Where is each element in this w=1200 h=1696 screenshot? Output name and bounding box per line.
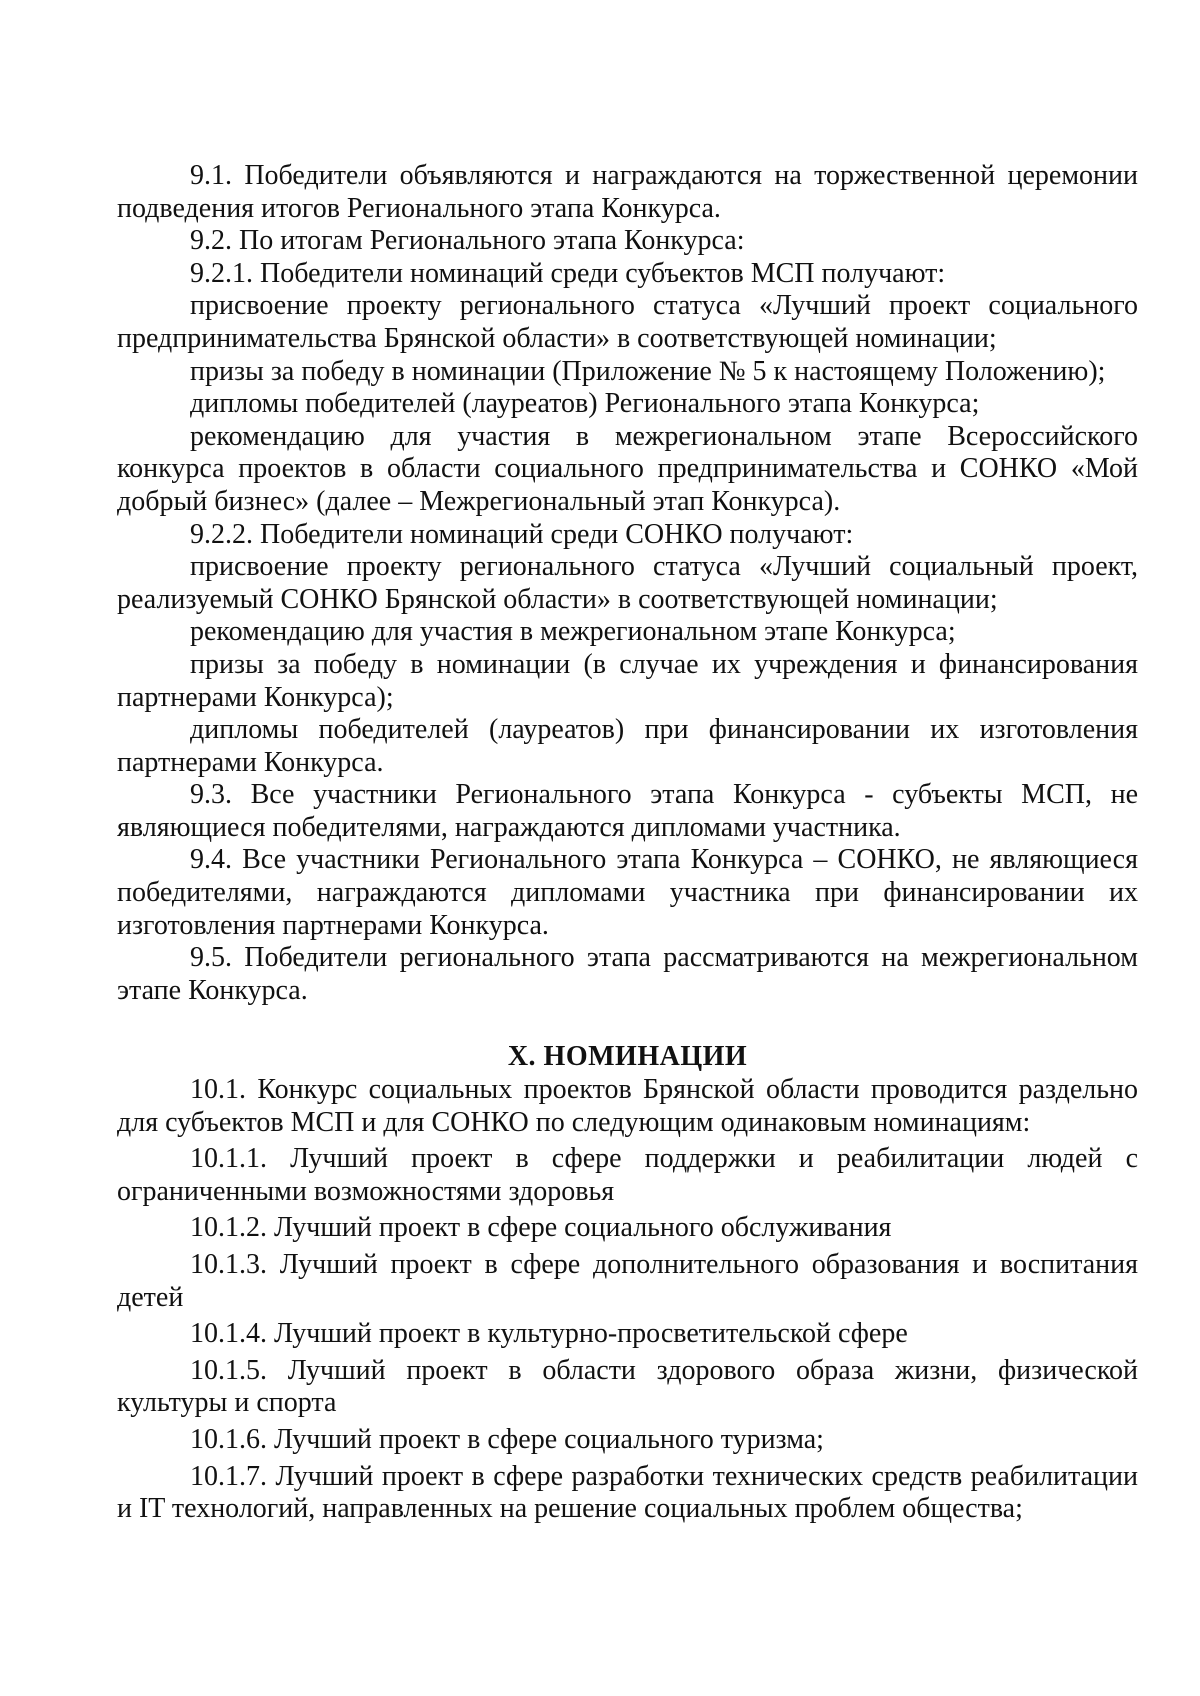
clause-9-2-2-recommendation: рекомендацию для участия в межрегиональном этапе Конкурса; [190, 616, 956, 648]
clause-9-2-1-status: присвоение проекту регионального статуса «Лучший проект социального предпринимательства Брянской области» в соответствующей номинации; [117, 290, 1138, 354]
clause-10-1-3: 10.1.3. Лучший проект в сфере дополнительного образования и воспитания детей [117, 1249, 1138, 1313]
clause-9-2-1-prizes: призы за победу в номинации (Приложение № 5 к настоящему Положению); [190, 355, 1106, 387]
clause-10-1-5: 10.1.5. Лучший проект в области здорового образа жизни, физической культуры и спорта [117, 1354, 1138, 1419]
clause-10-1-7: 10.1.7. Лучший проект в сфере разработки технических средств реабилитации и IT технологий, направленных на решение социальных проблем общества; [117, 1460, 1138, 1525]
clause-9-1: 9.1. Победители объявляются и награждаются на торжественной церемонии подведения итогов Регионального этапа Конкурса. [117, 160, 1138, 224]
clause-10-1-6: 10.1.6. Лучший проект в сфере социального туризма; [190, 1423, 824, 1455]
clause-9-5: 9.5. Победители регионального этапа рассматриваются на межрегиональном этапе Конкурса. [117, 942, 1138, 1006]
clause-9-2-2: 9.2.2. Победители номинаций среди СОНКО получают: [190, 518, 854, 550]
clause-9-2-2-prizes: призы за победу в номинации (в случае их учреждения и финансирования партнерами Конкурса); [117, 648, 1138, 713]
clause-10-1-1: 10.1.1. Лучший проект в сфере поддержки и реабилитации людей с ограниченными возможностями здоровья [117, 1143, 1138, 1207]
clause-9-2-1: 9.2.1. Победители номинаций среди субъектов МСП получают: [190, 257, 946, 289]
clause-10-1-4: 10.1.4. Лучший проект в культурно-просветительской сфере [190, 1318, 908, 1350]
clause-9-2-2-diplomas: дипломы победителей (лауреатов) при финансировании их изготовления партнерами Конкурса. [117, 714, 1138, 778]
clause-9-4: 9.4. Все участники Регионального этапа Конкурса – СОНКО, не являющиеся победителями, награждаются дипломами участника при финансировании их изготовления партнерами Конкурса. [117, 844, 1138, 941]
clause-10-1: 10.1. Конкурс социальных проектов Брянской области проводится раздельно для субъектов МСП и для СОНКО по следующим одинаковым номинациям: [117, 1074, 1138, 1138]
clause-9-2: 9.2. По итогам Регионального этапа Конкурса: [190, 225, 745, 257]
clause-9-2-2-status: присвоение проекту регионального статуса «Лучший социальный проект, реализуемый СОНКО Брянской области» в соответствующей номинации; [117, 551, 1138, 615]
clause-9-2-1-recommendation: рекомендацию для участия в межрегиональном этапе Всероссийского конкурса проектов в области социального предпринимательства и СОНКО «Мой добрый бизнес» (далее – Межрегиональный этап Конкурса). [117, 420, 1138, 517]
section-heading-nominations: X. НОМИНАЦИИ [507, 1041, 748, 1073]
clause-9-2-1-diplomas: дипломы победителей (лауреатов) Регионального этапа Конкурса; [190, 388, 980, 420]
clause-10-1-2: 10.1.2. Лучший проект в сфере социального обслуживания [190, 1212, 892, 1244]
clause-9-3: 9.3. Все участники Регионального этапа Конкурса - субъекты МСП, не являющиеся победителями, награждаются дипломами участника. [117, 779, 1138, 843]
document-body [117, 160, 1138, 1526]
